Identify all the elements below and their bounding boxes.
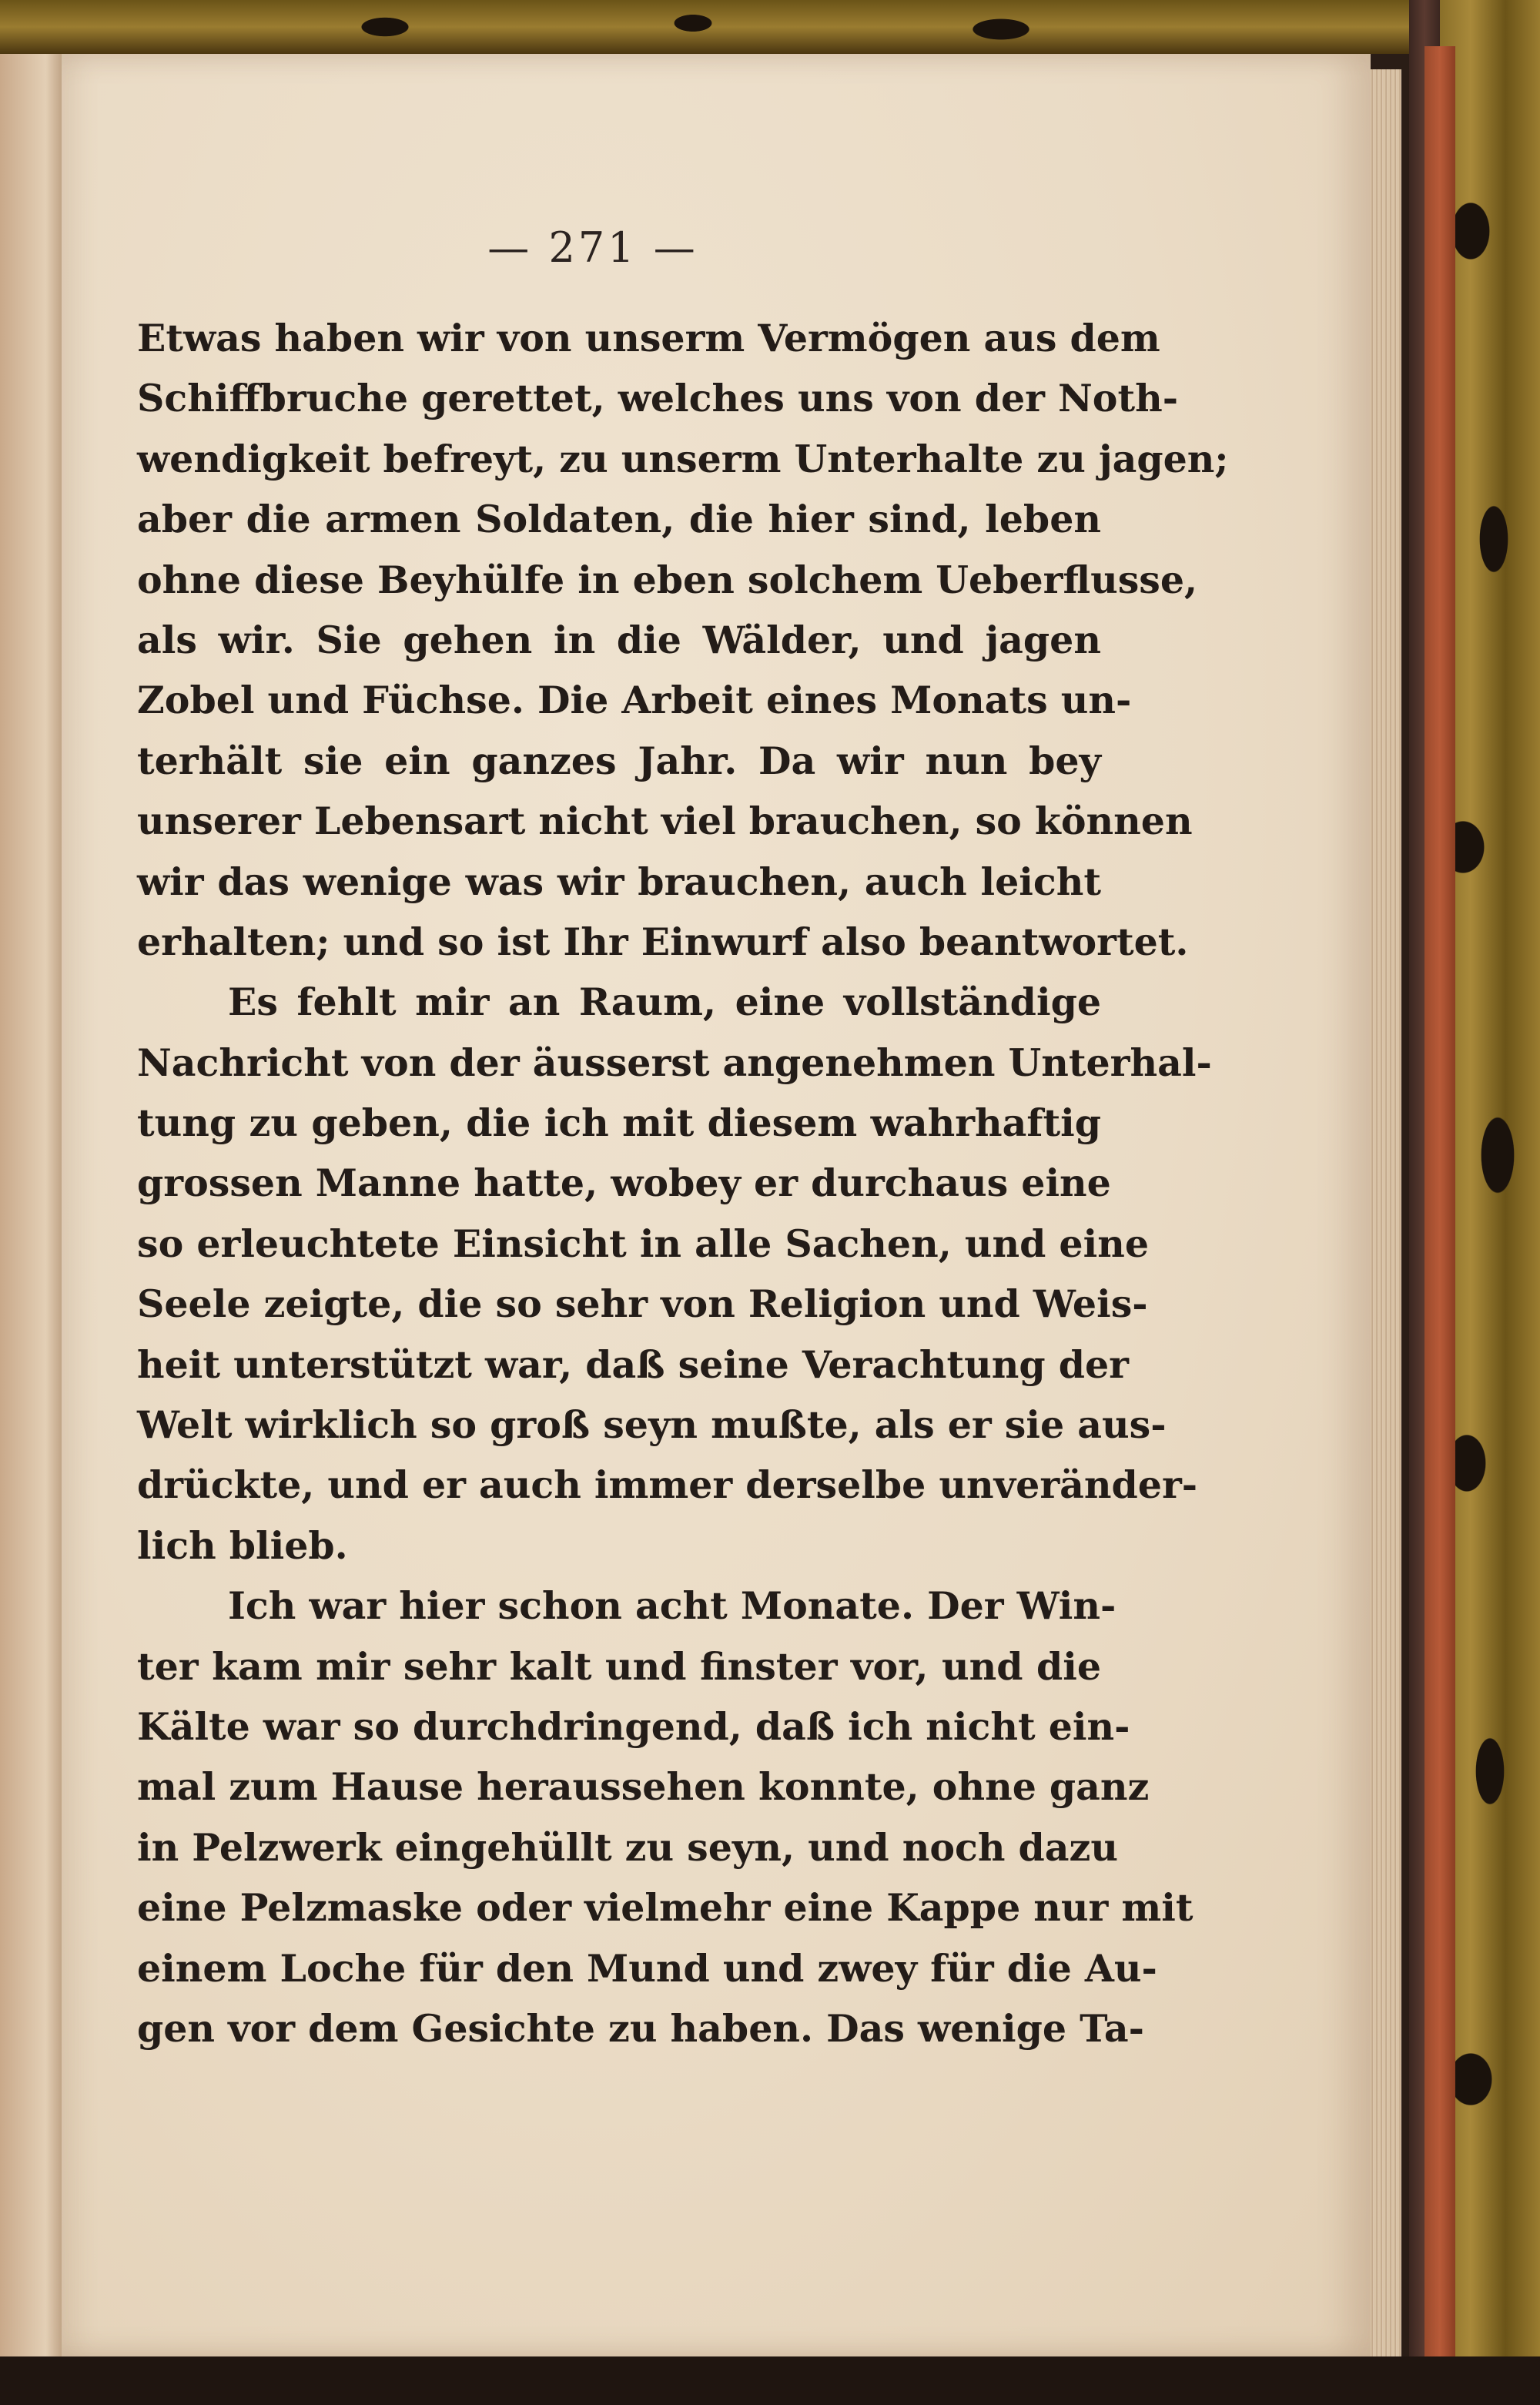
text-line: Es fehlt mir an Raum, eine vollständige: [228, 980, 1101, 1025]
marbled-board-top: [0, 0, 1540, 54]
text-line: grossen Manne hatte, wobey er durchaus eine: [137, 1161, 1111, 1206]
text-line: gen vor dem Gesichte zu haben. Das wenige Ta-: [137, 2005, 1144, 2051]
text-line: Welt wirklich so groß seyn mußte, als er sie aus-: [137, 1402, 1167, 1448]
text-line: heit unterstützt war, daß seine Verachtung der: [137, 1342, 1129, 1387]
text-line: aber die armen Soldaten, die hier sind, leben: [137, 497, 1101, 542]
text-line: mal zum Hause heraussehen konnte, ohne ganz: [137, 1764, 1150, 1810]
text-line: ter kam mir sehr kalt und finster vor, und die: [137, 1643, 1101, 1689]
text-line: in Pelzwerk eingehüllt zu seyn, und noch dazu: [137, 1824, 1118, 1870]
text-line: so erleuchtete Einsicht in alle Sachen, und eine: [137, 1221, 1150, 1266]
text-line: tung zu geben, die ich mit diesem wahrhaftig: [137, 1100, 1101, 1146]
facing-page-edge: [0, 54, 65, 2356]
text-line: einem Loche für den Mund und zwey für die Au-: [137, 1945, 1157, 1991]
page-number: — 271 —: [487, 223, 698, 272]
leather-cover-strip: [1424, 46, 1455, 2356]
text-line: Zobel und Füchse. Die Arbeit eines Monats un-: [137, 678, 1132, 723]
bottom-shadow: [0, 2356, 1540, 2405]
text-line: wendigkeit befreyt, zu unserm Unterhalte zu jagen;: [137, 436, 1229, 481]
text-line: Etwas haben wir von unserm Vermögen aus dem: [137, 316, 1160, 360]
text-line: Nachricht von der äusserst angenehmen Unterhal-: [137, 1040, 1212, 1085]
text-line: unserer Lebensart nicht viel brauchen, so können: [137, 799, 1193, 844]
text-line: Kälte war so durchdringend, daß ich nicht ein-: [137, 1703, 1130, 1749]
page-text: [137, 308, 1229, 2058]
text-line: Seele zeigte, die so sehr von Religion und Weis-: [137, 1281, 1148, 1327]
text-line: terhält sie ein ganzes Jahr. Da wir nun bey: [137, 738, 1101, 783]
text-line: drückte, und er auch immer derselbe unveränder-: [137, 1462, 1198, 1508]
text-line: Ich war hier schon acht Monate. Der Win-: [228, 1583, 1116, 1629]
text-line: eine Pelzmaske oder vielmehr eine Kappe nur mit: [137, 1885, 1194, 1931]
text-line: erhalten; und so ist Ihr Einwurf also beantwortet.: [137, 919, 1189, 964]
text-line: Schiffbruche gerettet, welches uns von der Noth-: [137, 376, 1179, 421]
text-line: als wir. Sie gehen in die Wälder, und jagen: [137, 617, 1101, 662]
text-line: ohne diese Beyhülfe in eben solchem Ueberflusse,: [137, 557, 1198, 602]
text-line: wir das wenige was wir brauchen, auch leicht: [137, 859, 1101, 904]
text-line: lich blieb.: [137, 1522, 348, 1568]
